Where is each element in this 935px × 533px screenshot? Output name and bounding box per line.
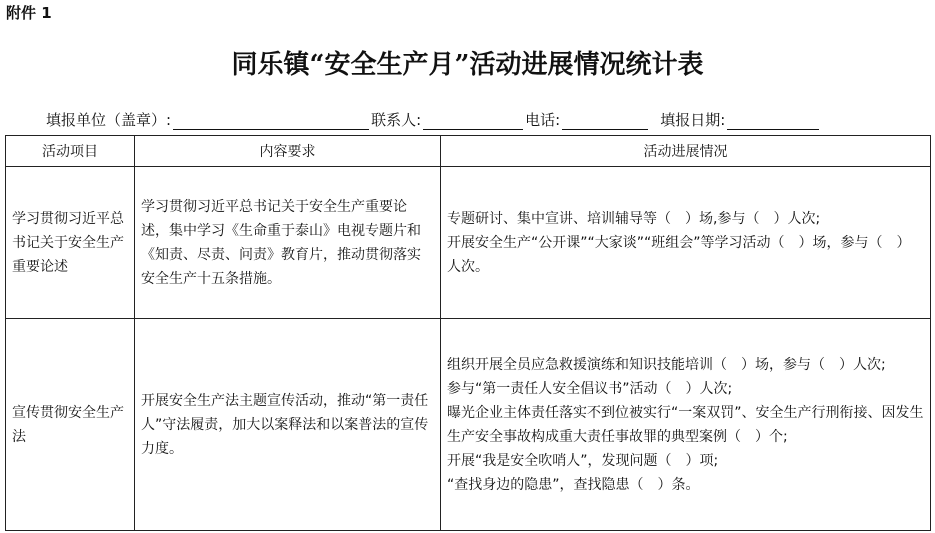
row-1-progress-line: 专题研讨、集中宣讲、培训辅导等（ ）场,参与（ ）人次; [447,210,821,227]
date-blank[interactable] [727,113,819,130]
row-2-progress-line: 组织开展全员应急救援演练和知识技能培训（ ）场，参与（ ）人次; [447,356,886,373]
table-row [6,319,931,531]
unit-blank[interactable] [173,113,369,130]
table-header-row [6,136,931,167]
row-2-requirement: 开展安全生产法主题宣传活动，推动“第一责任人”守法履责，加大以案释法和以案普法的宣传力度。 [135,319,441,531]
unit-label: 填报单位（盖章）: [46,111,172,129]
contact-blank[interactable] [423,113,523,130]
row-2-progress-line: 参与“第一责任人安全倡议书”活动（ ）人次; [447,380,733,397]
phone-blank[interactable] [562,113,648,130]
row-2-progress-line: 开展“我是安全吹哨人”，发现问题（ ）项; [447,452,719,469]
row-2-progress-line: “查找身边的隐患”，查找隐患（ ）条。 [447,476,700,493]
attachment-label: 附件 1 [6,4,52,22]
contact-label: 联系人: [371,111,422,129]
row-1-requirement: 学习贯彻习近平总书记关于安全生产重要论述，集中学习《生命重于泰山》电视专题片和《知责、尽责、问责》教育片，推动贯彻落实安全生产十五条措施。 [135,167,441,319]
fill-fields-row [46,108,821,130]
header-requirement: 内容要求 [135,136,441,167]
row-2-progress-line: 曝光企业主体责任落实不到位被实行“一案双罚”、安全生产行刑衔接、因发生生产安全事故构成重大责任事故罪的典型案例（ ）个; [447,404,924,445]
activity-table [5,135,931,531]
row-2-progress [441,319,931,531]
table-row [6,167,931,319]
header-progress: 活动进展情况 [441,136,931,167]
row-1-item: 学习贯彻习近平总书记关于安全生产重要论述 [6,167,135,319]
row-1-progress-line: 开展安全生产“公开课”“大家谈”“班组会”等学习活动（ ）场，参与（ ）人次。 [447,234,911,275]
phone-label: 电话: [525,111,561,129]
row-1-progress [441,167,931,319]
header-activity-item: 活动项目 [6,136,135,167]
row-2-item: 宣传贯彻安全生产法 [6,319,135,531]
page-title: 同乐镇“安全生产月”活动进展情况统计表 [231,50,704,80]
date-label: 填报日期: [660,111,726,129]
